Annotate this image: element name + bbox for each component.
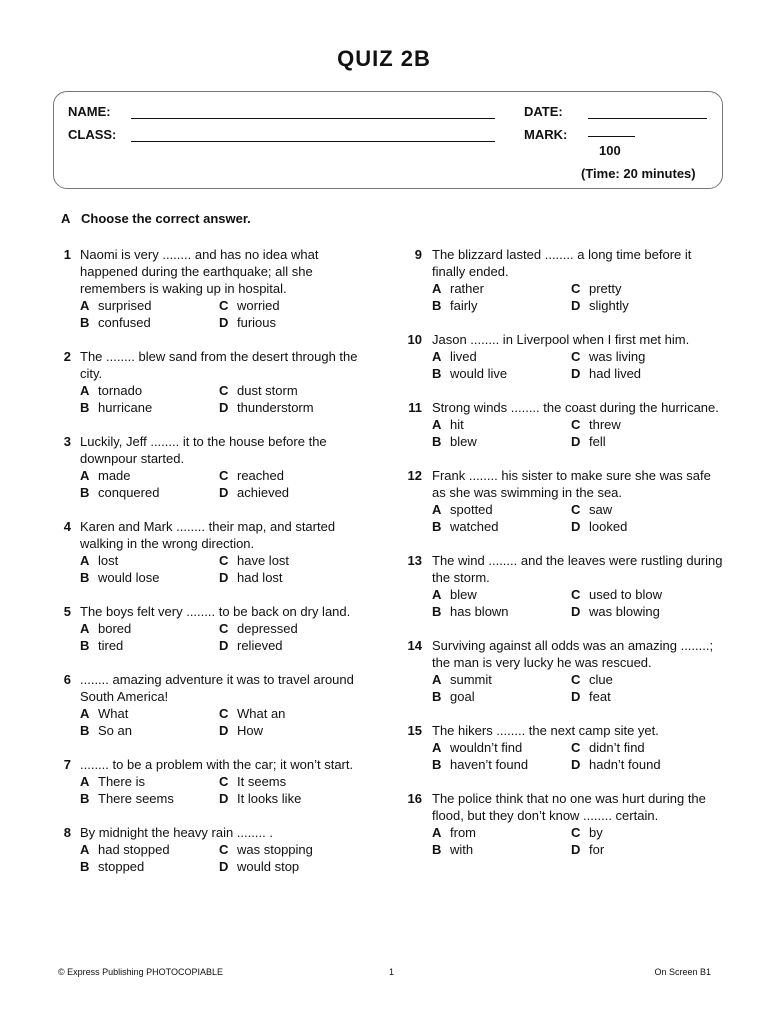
answer-options [80,620,363,654]
answer-option[interactable]: B tired [80,638,124,653]
answer-option[interactable]: C reached [219,468,284,483]
answer-option[interactable]: C was stopping [219,842,313,857]
question-item [58,246,363,331]
answer-option[interactable]: C used to blow [571,587,662,602]
question-number: 5 [63,604,71,619]
question-number: 13 [407,553,422,568]
class-label: CLASS: [68,127,117,142]
question-number: 6 [63,672,71,687]
answer-option[interactable]: A spotted [432,502,493,517]
answer-option[interactable]: B goal [432,689,475,704]
section-heading [61,211,251,226]
question-number: 3 [63,434,71,449]
answer-option[interactable]: C was living [571,349,646,364]
answer-options [432,348,725,382]
answer-option[interactable]: B stopped [80,859,145,874]
question-item [58,433,363,501]
question-text: The boys felt very ........ to be back on dry land. [80,604,351,619]
answer-option[interactable]: C depressed [219,621,298,636]
answer-option[interactable]: B hurricane [80,400,153,415]
answer-option[interactable]: C have lost [219,553,290,568]
footer-page-number: 1 [389,967,395,977]
section-letter: A [61,211,71,226]
answer-options [432,739,725,773]
answer-option[interactable]: A lost [80,553,119,568]
question-number: 14 [407,638,422,653]
answer-options [80,382,363,416]
question-text: By midnight the heavy rain ........ . [80,825,273,840]
date-label: DATE: [524,104,563,119]
question-item [405,399,725,450]
mark-fraction-line [588,136,635,137]
mark-total: 100 [599,143,621,158]
question-item [405,790,725,858]
answer-options [80,467,363,501]
question-item [58,603,363,654]
question-item [405,467,725,535]
answer-option[interactable]: D It looks like [219,791,302,806]
question-item [405,246,725,314]
answer-option[interactable]: C by [571,825,603,840]
answer-option[interactable]: B has blown [432,604,509,619]
answer-option[interactable]: D looked [571,519,628,534]
name-label: NAME: [68,104,111,119]
answer-option[interactable]: B fairly [432,298,478,313]
answer-option[interactable]: D would stop [219,859,300,874]
question-item [58,671,363,739]
answer-option[interactable]: A wouldn’t find [432,740,523,755]
answer-option[interactable]: B conquered [80,485,160,500]
answer-option[interactable]: A rather [432,281,484,296]
answer-option[interactable]: C didn’t find [571,740,645,755]
answer-option[interactable]: D was blowing [571,604,660,619]
answer-option[interactable]: D furious [219,315,277,330]
answer-option[interactable]: D for [571,842,605,857]
answer-option[interactable]: B would live [432,366,508,381]
answer-options [432,501,725,535]
answer-option[interactable]: A summit [432,672,492,687]
answer-option[interactable]: B confused [80,315,151,330]
question-item [405,722,725,773]
answer-option[interactable]: C What an [219,706,286,721]
answer-option[interactable]: A from [432,825,476,840]
answer-options [80,841,363,875]
answer-option[interactable]: A What [80,706,129,721]
question-text: The wind ........ and the leaves were rustling during the storm. [432,553,723,585]
answer-option[interactable]: B with [432,842,474,857]
question-item [58,824,363,875]
answer-option[interactable]: D relieved [219,638,283,653]
answer-option[interactable]: C threw [571,417,621,432]
answer-option[interactable]: D fell [571,434,606,449]
footer-copyright: © Express Publishing PHOTOCOPIABLE [58,967,224,977]
question-item [58,348,363,416]
answer-option[interactable]: A bored [80,621,132,636]
answer-options [432,824,725,858]
name-blank-line [131,118,495,119]
question-number: 11 [408,400,422,415]
answer-option[interactable]: D had lived [571,366,642,381]
question-text: The ........ blew sand from the desert through the city. [80,349,358,381]
answer-option[interactable]: C dust storm [219,383,298,398]
answer-option[interactable]: D hadn’t found [571,757,661,772]
footer-book-title: On Screen B1 [654,967,711,977]
time-limit: (Time: 20 minutes) [581,166,696,181]
answer-options [80,773,363,807]
answer-option[interactable]: D achieved [219,485,290,500]
answer-option[interactable]: A made [80,468,131,483]
answer-option[interactable]: A blew [432,587,477,602]
answer-option[interactable]: D feat [571,689,611,704]
answer-option[interactable]: B There seems [80,791,174,806]
page-title: QUIZ 2B [337,46,431,71]
question-number: 4 [63,519,71,534]
question-number: 15 [407,723,422,738]
answer-options [432,280,725,314]
answer-option[interactable]: C pretty [571,281,622,296]
answer-option[interactable]: C saw [571,502,613,517]
answer-option[interactable]: C It seems [219,774,287,789]
question-number: 1 [63,247,71,262]
question-text: The blizzard lasted ........ a long time before it finally ended. [432,247,692,279]
section-instruction: Choose the correct answer. [81,211,251,226]
question-number: 7 [63,757,71,772]
question-number: 9 [414,247,422,262]
question-text: Naomi is very ........ and has no idea what happened during the earthquake; all she remembers is waking up in hospital. [80,247,319,296]
question-text: Jason ........ in Liverpool when I first met him. [432,332,690,347]
answer-option[interactable]: A lived [432,349,477,364]
answer-options [432,671,725,705]
answer-options [432,586,725,620]
answer-option[interactable]: D had lost [219,570,283,585]
answer-option[interactable]: B haven’t found [432,757,529,772]
answer-option[interactable]: D slightly [571,298,629,313]
questions-right-column [405,246,725,875]
question-item [405,552,725,620]
answer-option[interactable]: A had stopped [80,842,170,857]
answer-option[interactable]: A hit [432,417,464,432]
question-item [58,756,363,807]
answer-option[interactable]: C clue [571,672,613,687]
questions-left-column [58,246,363,892]
question-item [58,518,363,586]
question-number: 16 [407,791,422,806]
question-number: 8 [63,825,71,840]
answer-options [80,552,363,586]
question-text: ........ to be a problem with the car; it won’t start. [80,757,354,772]
question-text: Frank ........ his sister to make sure she was safe as she was swimming in the sea. [432,468,711,500]
answer-option[interactable]: B would lose [80,570,160,585]
question-text: Surviving against all odds was an amazing ........; the man is very lucky he was rescued. [432,638,714,670]
answer-option[interactable]: D How [219,723,264,738]
date-blank-line [588,118,707,119]
question-item [405,331,725,382]
question-text: ........ amazing adventure it was to travel around South America! [80,672,354,704]
answer-option[interactable]: A There is [80,774,145,789]
mark-label: MARK: [524,127,568,142]
question-text: Karen and Mark ........ their map, and started walking in the wrong direction. [80,519,336,551]
answer-options [80,297,363,331]
question-text: Strong winds ........ the coast during the hurricane. [432,400,719,415]
answer-option[interactable]: C worried [219,298,280,313]
question-text: Luckily, Jeff ........ it to the house before the downpour started. [80,434,327,466]
answer-option[interactable]: B So an [80,723,132,738]
question-item [405,637,725,705]
answer-options [432,416,725,450]
answer-options [80,705,363,739]
answer-option[interactable]: B watched [432,519,499,534]
answer-option[interactable]: A tornado [80,383,143,398]
answer-option[interactable]: B blew [432,434,477,449]
question-number: 12 [407,468,422,483]
question-text: The police think that no one was hurt during the flood, but they don’t know ........ certain. [432,791,706,823]
answer-option[interactable]: A surprised [80,298,152,313]
question-number: 2 [63,349,71,364]
question-number: 10 [407,332,422,347]
question-text: The hikers ........ the next camp site yet. [432,723,659,738]
answer-option[interactable]: D thunderstorm [219,400,314,415]
student-info-box [53,91,723,189]
class-blank-line [131,141,495,142]
